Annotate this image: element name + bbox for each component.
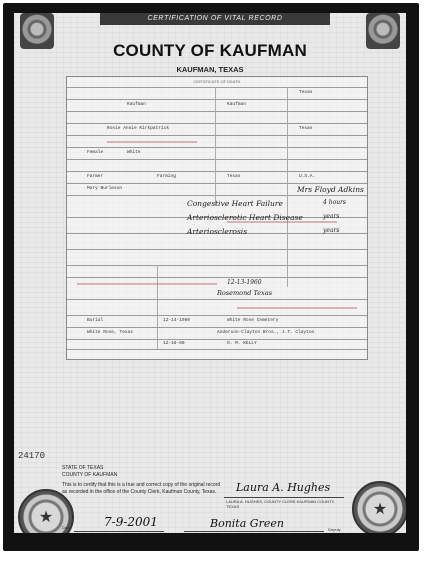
cemetery-name: White Rose Cemetery (227, 318, 279, 323)
signature-date: 12-13-1960 (227, 279, 262, 286)
race-value: White (127, 150, 141, 155)
burial-date: 12-14-1960 (163, 318, 191, 323)
funeral-home: Anderson-Clayton Bros., J.T. Clayton (217, 330, 315, 335)
clerk-title: LAURA A. HUGHES, COUNTY CLERK KAUFMAN COUNTY, TEXAS (226, 499, 335, 509)
duration-c: years (323, 227, 340, 234)
attest-state: STATE OF TEXAS (62, 465, 104, 471)
date-filed: 12-16-60 (163, 341, 185, 346)
clerk-signature: Laura A. Hughes (236, 481, 331, 494)
deputy-label: Deputy (328, 527, 341, 532)
registrar-name: O. M. KELLY (227, 341, 257, 346)
birthplace-state: Texas (227, 174, 241, 179)
disposition-type: Burial (87, 318, 104, 323)
county-value: Kaufman (127, 102, 146, 107)
right-county-seal (352, 481, 406, 533)
star-icon: ★ (38, 509, 54, 526)
deceased-name: Rosie Annie Kirkpatrick (107, 126, 170, 131)
birthplace-value: Texas (299, 126, 313, 131)
sex-value: Female (87, 150, 104, 155)
cause-of-death-b: Arteriosclerotic Heart Disease (187, 213, 303, 222)
informant-handwriting: Mrs Floyd Adkins (297, 185, 364, 194)
death-certificate-form (66, 76, 368, 360)
attest-body: This is to certify that this is a true and correct copy of the original record as recorded in the office of the County Clerk, Kaufman County, Texas. (62, 482, 221, 495)
industry-value: Farming (157, 174, 176, 179)
attest-date: 7-9-2001 (104, 515, 158, 529)
mother-name: Mary Burleson (87, 186, 123, 191)
occupation-value: Farmer (87, 174, 104, 179)
cause-of-death-c: Arteriosclerosis (187, 227, 248, 236)
duration-b: years (323, 213, 340, 220)
city-value: Kaufman (227, 102, 246, 107)
physician-address: Rosemond Texas (217, 289, 273, 297)
county-title: COUNTY OF KAUFMAN (113, 41, 307, 60)
certification-banner: CERTIFICATION OF VITAL RECORD (100, 13, 330, 25)
attestation-text (62, 465, 222, 496)
date-label: Date (62, 525, 71, 530)
cemetery-location: White Rose, Texas (87, 330, 133, 335)
state-value: Texas (299, 90, 313, 95)
city-subtitle: KAUFMAN, TEXAS (176, 65, 244, 74)
attest-county: COUNTY OF KAUFMAN (62, 472, 118, 478)
deputy-signature: Bonita Green (210, 517, 284, 530)
certificate-paper (14, 13, 406, 533)
citizenship-value: U.S.A. (299, 174, 316, 179)
form-title: CERTIFICATE OF DEATH (193, 79, 241, 84)
document-number: 24170 (18, 451, 46, 461)
duration-a: 4 hours (323, 199, 347, 206)
cause-of-death-a: Congestive Heart Failure (187, 199, 283, 208)
star-icon: ★ (372, 501, 388, 518)
